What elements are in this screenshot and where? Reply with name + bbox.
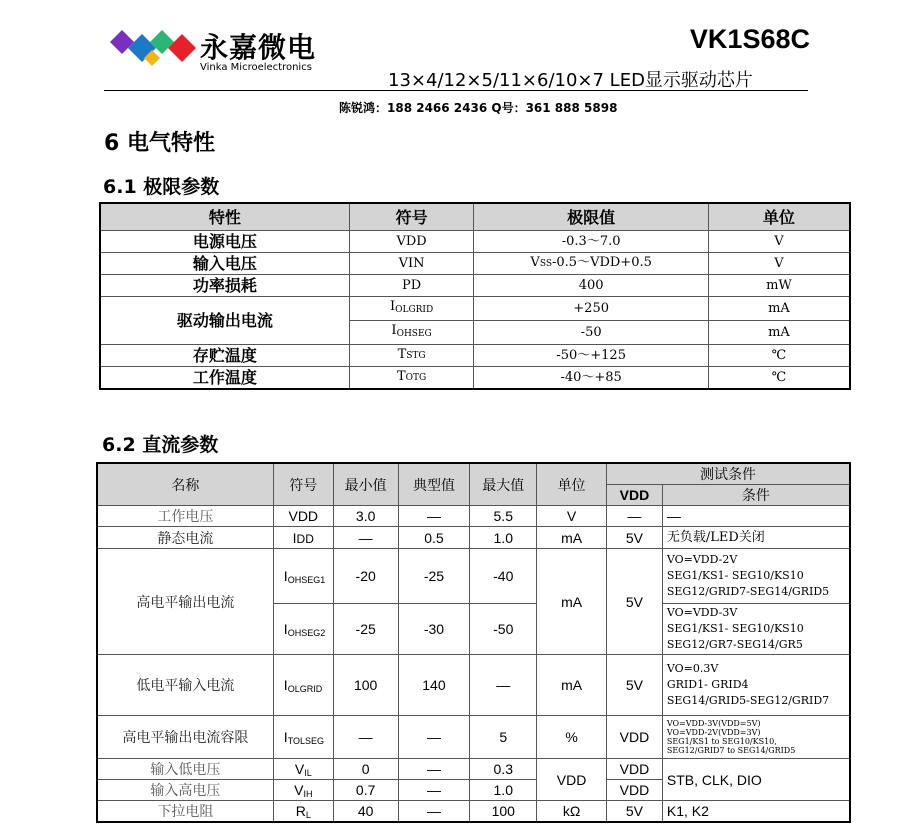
param-condition: STB, CLK, DIO <box>662 759 850 801</box>
param-typ: -30 <box>398 604 470 655</box>
param-unit: V <box>708 231 850 253</box>
table-row <box>100 367 850 390</box>
symbol-subscript: STG <box>406 351 426 361</box>
param-min: 100 <box>333 655 398 716</box>
table-row <box>97 549 850 604</box>
param-max: 100 <box>470 801 537 823</box>
dc-parameters-table <box>96 462 851 823</box>
section-6-2-heading: 6.2 直流参数 <box>102 434 219 456</box>
param-name: 低电平输入电流 <box>97 655 273 716</box>
param-unit: mA <box>537 527 607 549</box>
param-typ: — <box>398 759 470 780</box>
symbol-main: I <box>283 620 288 637</box>
condition-line: GRID1- GRID4 <box>666 678 749 691</box>
symbol-subscript: TOLSEG <box>287 735 325 746</box>
param-unit: mW <box>708 275 850 297</box>
symbol-subscript: IH <box>303 788 313 799</box>
param-symbol <box>349 345 474 367</box>
param-min: 0 <box>333 759 398 780</box>
param-unit: mA <box>537 655 607 716</box>
value-tail: -0.5～VDD+0.5 <box>552 255 652 270</box>
param-condition <box>662 604 850 655</box>
model-number: VK1S68C <box>689 24 810 54</box>
param-symbol <box>349 321 474 345</box>
param-condition: — <box>662 506 850 527</box>
symbol-main: I <box>283 728 288 745</box>
condition-line: VO=VDD-2V(VDD=3V) <box>666 728 761 737</box>
symbol-subscript: OTG <box>405 373 427 383</box>
param-name: 电源电压 <box>100 231 349 253</box>
param-symbol <box>273 527 333 549</box>
param-typ: — <box>398 801 470 823</box>
param-name: 工作温度 <box>100 367 349 390</box>
param-name: 下拉电阻 <box>97 801 273 823</box>
param-vdd: VDD <box>606 780 662 801</box>
table-row <box>97 655 850 716</box>
symbol-subscript: OHSEG <box>396 329 432 339</box>
table-row <box>97 527 850 549</box>
param-min: 0.7 <box>333 780 398 801</box>
symbol-subscript: OHSEG1 <box>287 574 326 585</box>
param-name: 高电平输出电流容限 <box>97 716 273 759</box>
param-name: 输入电压 <box>100 253 349 275</box>
param-symbol: VIN <box>349 253 474 275</box>
condition-line: SEG14/GRID5-SEG12/GRID7 <box>666 694 830 707</box>
condition-line: SEG12/GRID7-SEG14/GRID5 <box>666 585 830 598</box>
document-subtitle: 13×4/12×5/11×6/10×7 LED显示驱动芯片 <box>388 70 753 91</box>
table-row <box>100 231 850 253</box>
param-condition: K1, K2 <box>662 801 850 823</box>
param-vdd: 5V <box>606 801 662 823</box>
param-max: 5.5 <box>470 506 537 527</box>
param-unit: mA <box>708 297 850 321</box>
company-logo <box>108 24 328 84</box>
symbol-main: V <box>294 760 305 777</box>
param-max: -50 <box>470 604 537 655</box>
param-condition <box>662 655 850 716</box>
header-unit: 单位 <box>708 203 850 231</box>
symbol-subscript: L <box>305 809 311 820</box>
param-name: 存贮温度 <box>100 345 349 367</box>
symbol-main: T <box>397 347 407 362</box>
param-symbol <box>349 367 474 390</box>
param-condition: 无负载/LED关闭 <box>662 527 850 549</box>
condition-line: VO=VDD-3V(VDD=5V) <box>666 719 761 728</box>
table-row <box>100 297 850 321</box>
param-vdd: 5V <box>606 655 662 716</box>
param-min: 40 <box>333 801 398 823</box>
symbol-main: R <box>295 802 306 819</box>
symbol-main: I <box>283 676 288 693</box>
header-unit: 单位 <box>537 463 607 506</box>
header-symbol: 符号 <box>273 463 333 506</box>
brand-name-cn: 永嘉微电 <box>200 31 317 64</box>
header-symbol: 符号 <box>349 203 474 231</box>
param-min: -20 <box>333 549 398 604</box>
param-typ: 0.5 <box>398 527 470 549</box>
header-min: 最小值 <box>333 463 398 506</box>
section-6-1-heading: 6.1 极限参数 <box>103 176 220 198</box>
param-unit: mA <box>537 549 607 655</box>
param-value: -40～+85 <box>474 367 708 390</box>
param-min: — <box>333 716 398 759</box>
header-test-conditions: 测试条件 <box>606 463 850 485</box>
param-vdd: 5V <box>606 527 662 549</box>
param-value: +250 <box>474 297 708 321</box>
condition-line: SEG12/GR7-SEG14/GR5 <box>666 638 803 651</box>
param-max: 0.3 <box>470 759 537 780</box>
symbol-main: I <box>389 299 396 314</box>
header-typ: 典型值 <box>398 463 470 506</box>
logo-diamond-red <box>168 34 196 62</box>
param-typ: — <box>398 780 470 801</box>
param-min: — <box>333 527 398 549</box>
param-unit: ℃ <box>708 345 850 367</box>
param-value: -50 <box>474 321 708 345</box>
param-name: 功率损耗 <box>100 275 349 297</box>
table-row <box>100 275 850 297</box>
param-typ: — <box>398 716 470 759</box>
table-row <box>97 716 850 759</box>
param-vdd: VDD <box>606 716 662 759</box>
table-row <box>97 759 850 780</box>
param-name: 驱动输出电流 <box>100 297 349 345</box>
limit-parameters-table <box>99 202 851 390</box>
param-unit: ℃ <box>708 367 850 390</box>
symbol-main: I <box>292 529 297 546</box>
param-name: 输入高电压 <box>97 780 273 801</box>
param-min: 3.0 <box>333 506 398 527</box>
param-name: 高电平输出电流 <box>97 549 273 655</box>
param-unit: % <box>537 716 607 759</box>
param-max: 1.0 <box>470 780 537 801</box>
header-limit: 极限值 <box>474 203 708 231</box>
header-characteristic: 特性 <box>100 203 349 231</box>
symbol-main: T <box>396 369 406 384</box>
param-symbol <box>273 655 333 716</box>
param-value: -0.3～7.0 <box>474 231 708 253</box>
header-divider <box>104 90 808 91</box>
value-subscript: SS <box>539 259 552 269</box>
table-header-row <box>97 463 850 485</box>
symbol-subscript: OHSEG2 <box>287 627 326 638</box>
condition-line: SEG1/KS1 to SEG10/KS10, <box>666 737 777 746</box>
header-condition: 条件 <box>662 485 850 506</box>
param-vdd: 5V <box>606 549 662 655</box>
param-symbol <box>273 780 333 801</box>
param-max: -40 <box>470 549 537 604</box>
param-unit: mA <box>708 321 850 345</box>
param-value <box>474 253 708 275</box>
param-max: 5 <box>470 716 537 759</box>
param-name: 输入低电压 <box>97 759 273 780</box>
param-symbol <box>273 604 333 655</box>
brand-name-en: Vinka Microelectronics <box>200 62 312 73</box>
symbol-main: I <box>283 567 288 584</box>
symbol-subscript: DD <box>296 531 314 546</box>
symbol-subscript: IL <box>304 767 312 778</box>
condition-line: VO=VDD-3V <box>666 606 738 619</box>
param-symbol <box>273 759 333 780</box>
param-unit: V <box>708 253 850 275</box>
param-condition <box>662 549 850 604</box>
table-row <box>97 506 850 527</box>
param-typ: — <box>398 506 470 527</box>
param-typ: -25 <box>398 549 470 604</box>
condition-line: VO=0.3V <box>666 662 719 675</box>
symbol-subscript: OLGRID <box>395 305 434 315</box>
param-condition <box>662 716 850 759</box>
param-symbol <box>349 297 474 321</box>
table-row <box>100 345 850 367</box>
param-min: -25 <box>333 604 398 655</box>
param-unit: V <box>537 506 607 527</box>
logo-diamond-green <box>150 30 174 54</box>
symbol-subscript: OLGRID <box>287 683 323 694</box>
param-unit: VDD <box>537 759 607 801</box>
param-symbol <box>273 716 333 759</box>
param-unit: kΩ <box>537 801 607 823</box>
param-symbol <box>273 801 333 823</box>
param-max: 1.0 <box>470 527 537 549</box>
condition-line: SEG12/GRID7 to SEG14/GRID5 <box>666 746 796 755</box>
param-value: -50～+125 <box>474 345 708 367</box>
header-vdd: VDD <box>606 485 662 506</box>
param-symbol: PD <box>349 275 474 297</box>
param-name: 工作电压 <box>97 506 273 527</box>
logo-diamonds-icon <box>108 28 203 72</box>
table-header-row <box>100 203 850 231</box>
param-max: — <box>470 655 537 716</box>
section-6-heading: 6 电气特性 <box>104 131 215 156</box>
logo-diamond-purple <box>110 30 134 54</box>
header-name: 名称 <box>97 463 273 506</box>
symbol-main: I <box>391 323 397 338</box>
condition-line: VO=VDD-2V <box>666 553 738 566</box>
param-vdd: VDD <box>606 759 662 780</box>
param-value: 400 <box>474 275 708 297</box>
table-row <box>100 253 850 275</box>
value-main: V <box>530 255 540 270</box>
param-symbol <box>273 549 333 604</box>
param-typ: 140 <box>398 655 470 716</box>
condition-line: SEG1/KS1- SEG10/KS10 <box>666 622 804 635</box>
contact-info: 陈锐鸿：188 2466 2436 Q号：361 888 5898 <box>339 101 618 115</box>
header-max: 最大值 <box>470 463 537 506</box>
param-symbol: VDD <box>273 506 333 527</box>
symbol-main: V <box>294 781 304 798</box>
condition-line: SEG1/KS1- SEG10/KS10 <box>666 569 804 582</box>
param-name: 静态电流 <box>97 527 273 549</box>
param-symbol: VDD <box>349 231 474 253</box>
table-row <box>97 801 850 823</box>
param-vdd: — <box>606 506 662 527</box>
